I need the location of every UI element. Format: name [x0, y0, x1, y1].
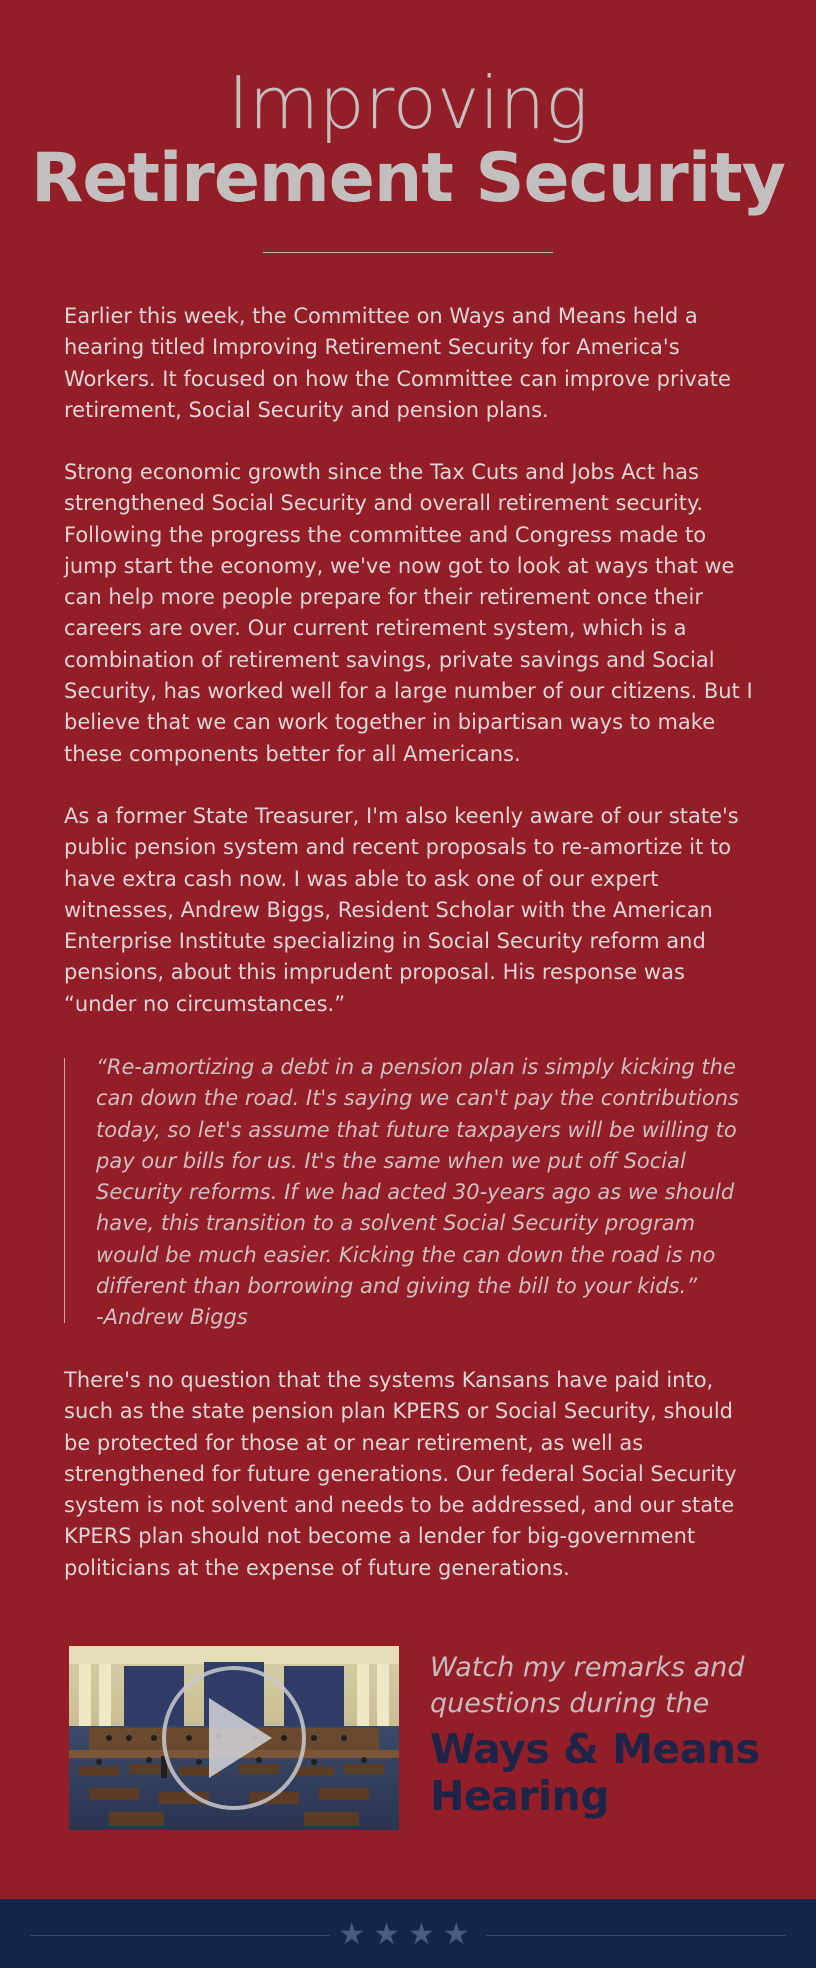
- title-light: Improving: [227, 61, 589, 145]
- video-caption-line1: Watch my remarks and: [430, 1652, 745, 1683]
- video-caption-line2: questions during the: [430, 1688, 710, 1719]
- quote-author: -Andrew Biggs: [96, 1305, 248, 1329]
- page-title: Retirement Security: [30, 139, 785, 218]
- blockquote: “Re-amortizing a debt in a pension plan is simply kicking the can down the road. It's saying we can't pay the contributions today, so let's assume that future taxpayers will be willing to pay our bills for us. It's the same when we put off Social Security reforms. If we had acted 30-years ago as we should have, this transition to a solvent Social Security program would be much easier. Kicking the can down the road is no different than borrowing and giving the bill to your kids.”: [96, 1055, 739, 1299]
- paragraph-intro: Earlier this week, the Committee on Ways and Means held a hearing titled Improving Retirement Security for America's Workers. It focused on how the Committee can improve private retirement, Social Security and pension plans.: [64, 304, 731, 422]
- divider: [263, 252, 553, 253]
- footer: [0, 1899, 816, 1968]
- paragraph-economy: Strong economic growth since the Tax Cuts and Jobs Act has strengthened Social Security and overall retirement security. Following the progress the committee and Congress made to jump start the economy, we've now got to look at ways that we can help more people prepare for their retirement once their careers are over. Our current retirement system, which is a combination of retirement savings, private savings and Social Security, has worked well for a large number of our citizens. But I believe that we can work together in bipartisan ways to make these components better for all Americans.: [64, 460, 753, 766]
- paragraph-pension: As a former State Treasurer, I'm also keenly aware of our state's public pension system and recent proposals to re-amortize it to have extra cash now. I was able to ask one of our expert witnesses, Andrew Biggs, Resident Scholar with the American Enterprise Institute specializing in Social Security reform and pensions, about this imprudent proposal. His response was “under no circumstances.”: [64, 804, 739, 1016]
- video-title-line1[interactable]: Ways & Means: [430, 1725, 760, 1773]
- hearing-room-image: [69, 1646, 399, 1830]
- video-thumbnail[interactable]: [69, 1646, 399, 1830]
- stars-icon: ★★★★: [338, 1917, 478, 1952]
- paragraph-kpers: There's no question that the systems Kansans have paid into, such as the state pension plan KPERS or Social Security, should be protected for those at or near retirement, as well as strengthened for future generations. Our federal Social Security system is not solvent and needs to be addressed, and our state KPERS plan should not become a lender for big-government politicians at the expense of future generations.: [64, 1368, 737, 1580]
- video-title-line2[interactable]: Hearing: [430, 1772, 610, 1820]
